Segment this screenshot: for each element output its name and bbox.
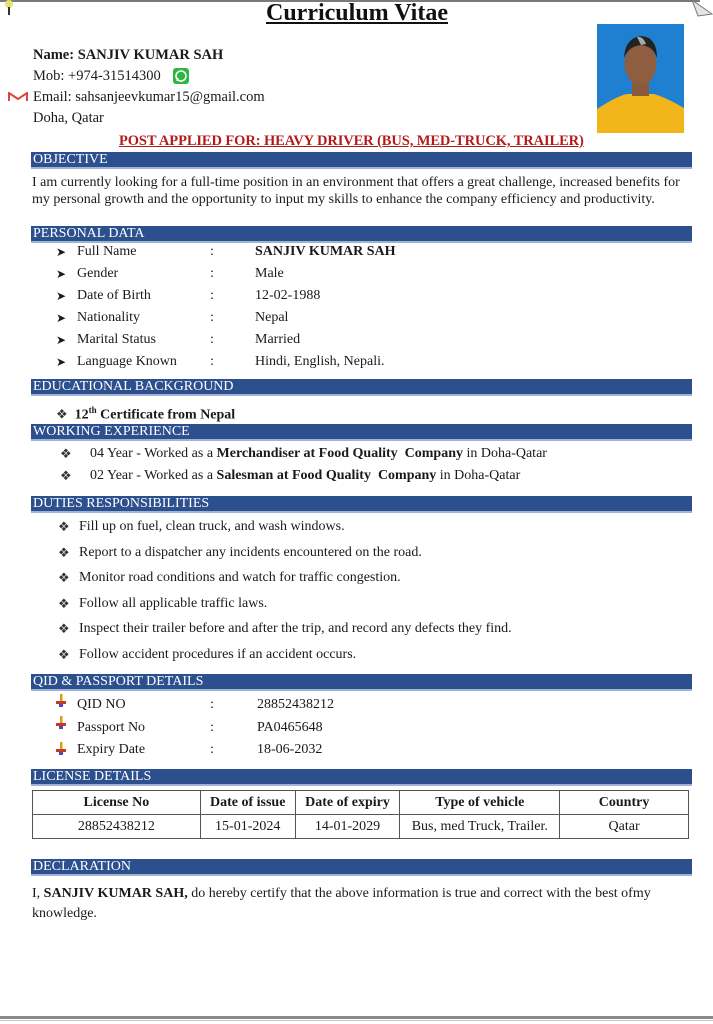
- whatsapp-icon: [173, 68, 189, 84]
- section-header-objective: OBJECTIVE: [31, 152, 692, 169]
- arrow-bullet-icon: ➤: [56, 289, 67, 303]
- field-colon: :: [210, 266, 214, 281]
- declaration-name: SANJIV KUMAR SAH,: [43, 886, 188, 901]
- field-colon: :: [210, 742, 214, 757]
- field-label: Language Known: [77, 354, 177, 369]
- duty-text: Monitor road conditions and watch for traffic congestion.: [79, 570, 401, 586]
- declaration-body: do hereby certify that the above information is true and correct with the best ofmy knowledge.: [32, 886, 651, 921]
- section-header-education: EDUCATIONAL BACKGROUND: [31, 379, 692, 396]
- diamond-bullet-icon: ❖: [58, 647, 70, 662]
- field-value: SANJIV KUMAR SAH: [255, 244, 396, 259]
- field-label: Full Name: [77, 244, 137, 259]
- duty-text: Inspect their trailer before and after the trip, and record any defects they find.: [79, 621, 512, 637]
- field-label: Nationality: [77, 310, 140, 325]
- arrow-bullet-icon: ➤: [56, 245, 67, 259]
- arrow-bullet-icon: ➤: [56, 267, 67, 281]
- page-curl-icon: [690, 0, 713, 18]
- arrow-bullet-icon: ➤: [56, 333, 67, 347]
- experience-role: Merchandiser at Food Quality Company: [216, 446, 463, 461]
- pin-bullet-icon: [54, 694, 68, 708]
- diamond-bullet-icon: ❖: [60, 446, 72, 461]
- field-value: Nepal: [255, 310, 289, 325]
- section-header-declaration: DECLARATION: [31, 859, 692, 876]
- diamond-bullet-icon: ❖: [56, 406, 68, 422]
- license-table-row: [33, 815, 689, 839]
- education-grade: 12: [74, 407, 89, 423]
- diamond-bullet-icon: ❖: [58, 595, 70, 611]
- name-label: Name:: [33, 47, 75, 63]
- field-value: Married: [255, 332, 301, 347]
- arrow-bullet-icon: ➤: [56, 355, 67, 369]
- experience-prefix: 04 Year - Worked as a: [90, 446, 217, 461]
- name-value: SANJIV KUMAR SAH: [77, 47, 224, 63]
- duty-text: Follow accident procedures if an accident occurs.: [79, 647, 357, 662]
- license-table: [32, 790, 689, 839]
- experience-role: Salesman at Food Quality Company: [216, 468, 437, 483]
- experience-prefix: 02 Year - Worked as a: [90, 468, 217, 483]
- education-text: Certificate from Nepal: [96, 407, 236, 423]
- diamond-bullet-icon: ❖: [58, 544, 70, 560]
- section-header-personal-data: PERSONAL DATA: [31, 226, 692, 243]
- license-column-header: License No: [33, 791, 201, 815]
- experience-text: [90, 445, 547, 463]
- field-value: PA0465648: [257, 719, 323, 735]
- field-value: Male: [255, 266, 284, 281]
- arrow-bullet-icon: ➤: [56, 311, 67, 325]
- diamond-bullet-icon: ❖: [58, 519, 70, 534]
- license-column-header: Country: [560, 791, 689, 815]
- section-header-license: LICENSE DETAILS: [31, 769, 692, 786]
- pin-bullet-icon: [54, 742, 68, 756]
- field-label: Marital Status: [77, 332, 156, 347]
- field-label: QID NO: [77, 697, 126, 712]
- field-label: Gender: [77, 266, 119, 281]
- objective-text: I am currently looking for a full-time position in an environment that offers a great challenge, increased benefits for my personal growth and the opportunity to input my skills to enhance the company efficiency and productivity.: [32, 175, 680, 207]
- gmail-icon: [8, 92, 28, 102]
- contact-email: Email: sahsanjeevkumar15@gmail.com: [33, 89, 265, 105]
- duty-text: Follow all applicable traffic laws.: [79, 595, 268, 611]
- experience-location: in Doha-Qatar: [436, 468, 521, 483]
- pin-bullet-icon: [54, 716, 68, 730]
- field-label: Date of Birth: [77, 288, 151, 303]
- section-header-experience: WORKING EXPERIENCE: [31, 424, 692, 441]
- education-item: [56, 401, 235, 425]
- license-cell: Bus, med Truck, Trailer.: [400, 815, 560, 839]
- field-label: Passport No: [77, 719, 146, 735]
- diamond-bullet-icon: ❖: [58, 621, 70, 637]
- declaration-prefix: I,: [32, 886, 44, 901]
- license-cell: Qatar: [560, 815, 689, 839]
- duty-text: Report to a dispatcher any incidents encountered on the road.: [79, 544, 422, 560]
- field-colon: :: [210, 244, 214, 259]
- license-cell: 28852438212: [33, 815, 201, 839]
- field-colon: :: [210, 310, 214, 325]
- license-table-header: [33, 791, 689, 815]
- field-value: Hindi, English, Nepali.: [255, 354, 385, 369]
- field-colon: :: [210, 354, 214, 369]
- field-value: 18-06-2032: [257, 742, 323, 757]
- contact-mobile: Mob: +974-31514300: [33, 68, 161, 84]
- license-cell: 15-01-2024: [200, 815, 295, 839]
- field-value: 28852438212: [257, 697, 334, 712]
- license-column-header: Date of expiry: [295, 791, 400, 815]
- profile-photo: [597, 24, 684, 133]
- experience-text: [90, 467, 520, 485]
- contact-location: Doha, Qatar: [33, 110, 104, 126]
- field-label: Expiry Date: [77, 742, 146, 757]
- section-header-qid-passport: QID & PASSPORT DETAILS: [31, 674, 692, 691]
- field-colon: :: [210, 697, 214, 712]
- diamond-bullet-icon: ❖: [58, 570, 70, 586]
- license-column-header: Type of vehicle: [400, 791, 560, 815]
- field-colon: :: [210, 719, 214, 735]
- duty-text: Fill up on fuel, clean truck, and wash windows.: [79, 519, 345, 534]
- diamond-bullet-icon: ❖: [60, 468, 72, 483]
- license-cell: 14-01-2029: [295, 815, 400, 839]
- field-colon: :: [210, 332, 214, 347]
- field-value: 12-02-1988: [255, 288, 321, 303]
- declaration-text: [32, 884, 692, 924]
- post-applied-title: POST APPLIED FOR: HEAVY DRIVER (BUS, MED-TRUCK, TRAILER): [119, 133, 584, 149]
- page-title: Curriculum Vitae: [266, 0, 448, 26]
- experience-location: in Doha-Qatar: [462, 446, 547, 461]
- license-column-header: Date of issue: [200, 791, 295, 815]
- section-header-duties: DUTIES RESPONSIBILITIES: [31, 496, 692, 513]
- education-grade-suffix: th: [88, 405, 97, 415]
- field-colon: :: [210, 288, 214, 303]
- contact-name: [33, 45, 223, 65]
- pushpin-icon: [3, 0, 15, 16]
- page-bottom-shadow: [0, 1020, 713, 1021]
- page-bottom-edge: [0, 1016, 713, 1019]
